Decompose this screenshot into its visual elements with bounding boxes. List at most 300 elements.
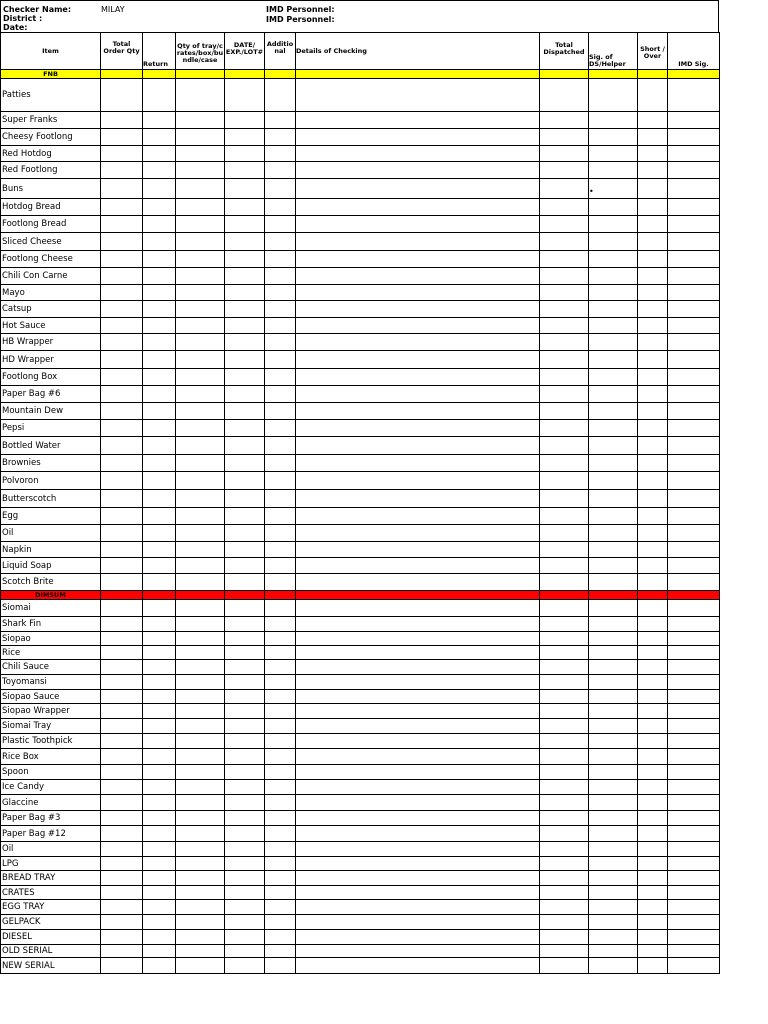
- entry-cell[interactable]: [265, 455, 296, 472]
- entry-cell[interactable]: [668, 795, 720, 811]
- entry-cell[interactable]: [143, 690, 176, 704]
- entry-cell[interactable]: [540, 455, 589, 472]
- entry-cell[interactable]: [638, 826, 668, 842]
- entry-cell[interactable]: [589, 632, 638, 646]
- entry-cell[interactable]: [540, 351, 589, 369]
- entry-cell[interactable]: [265, 542, 296, 558]
- entry-cell[interactable]: [540, 558, 589, 574]
- entry-cell[interactable]: [101, 472, 143, 490]
- entry-cell[interactable]: [225, 216, 265, 233]
- entry-cell[interactable]: [101, 780, 143, 795]
- entry-cell[interactable]: [668, 930, 720, 945]
- entry-cell[interactable]: [101, 574, 143, 591]
- entry-cell[interactable]: [296, 704, 540, 719]
- entry-cell[interactable]: [143, 945, 176, 958]
- entry-cell[interactable]: [101, 734, 143, 749]
- entry-cell[interactable]: [589, 617, 638, 632]
- entry-cell[interactable]: [225, 472, 265, 490]
- entry-cell[interactable]: [176, 811, 225, 826]
- entry-cell[interactable]: [589, 749, 638, 765]
- entry-cell[interactable]: [101, 285, 143, 301]
- entry-cell[interactable]: [668, 129, 720, 146]
- entry-cell[interactable]: [589, 129, 638, 146]
- entry-cell[interactable]: [176, 199, 225, 216]
- entry-cell[interactable]: [668, 734, 720, 749]
- entry-cell[interactable]: [589, 690, 638, 704]
- entry-cell[interactable]: [668, 437, 720, 455]
- entry-cell[interactable]: [265, 915, 296, 930]
- entry-cell[interactable]: [668, 646, 720, 660]
- entry-cell[interactable]: [176, 646, 225, 660]
- entry-cell[interactable]: [668, 472, 720, 490]
- entry-cell[interactable]: [143, 958, 176, 974]
- entry-cell[interactable]: [101, 811, 143, 826]
- entry-cell[interactable]: [101, 525, 143, 542]
- entry-cell[interactable]: [225, 334, 265, 351]
- entry-cell[interactable]: [225, 871, 265, 886]
- entry-cell[interactable]: [668, 749, 720, 765]
- entry-cell[interactable]: [143, 129, 176, 146]
- entry-cell[interactable]: [668, 285, 720, 301]
- entry-cell[interactable]: [296, 826, 540, 842]
- entry-cell[interactable]: [296, 162, 540, 179]
- entry-cell[interactable]: [265, 179, 296, 199]
- entry-cell[interactable]: [265, 632, 296, 646]
- entry-cell[interactable]: [638, 915, 668, 930]
- entry-cell[interactable]: [143, 930, 176, 945]
- entry-cell[interactable]: [668, 600, 720, 617]
- entry-cell[interactable]: [143, 795, 176, 811]
- entry-cell[interactable]: [265, 146, 296, 162]
- entry-cell[interactable]: [668, 780, 720, 795]
- entry-cell[interactable]: [143, 420, 176, 437]
- entry-cell[interactable]: [540, 660, 589, 675]
- entry-cell[interactable]: [225, 886, 265, 900]
- entry-cell[interactable]: [296, 472, 540, 490]
- entry-cell[interactable]: [296, 945, 540, 958]
- entry-cell[interactable]: [638, 216, 668, 233]
- entry-cell[interactable]: [143, 704, 176, 719]
- entry-cell[interactable]: [589, 646, 638, 660]
- entry-cell[interactable]: [668, 403, 720, 420]
- entry-cell[interactable]: [668, 915, 720, 930]
- entry-cell[interactable]: [296, 842, 540, 857]
- entry-cell[interactable]: [265, 780, 296, 795]
- entry-cell[interactable]: [101, 871, 143, 886]
- entry-cell[interactable]: [638, 233, 668, 251]
- entry-cell[interactable]: [638, 301, 668, 318]
- entry-cell[interactable]: [143, 871, 176, 886]
- entry-cell[interactable]: [296, 930, 540, 945]
- entry-cell[interactable]: [540, 216, 589, 233]
- entry-cell[interactable]: [296, 749, 540, 765]
- entry-cell[interactable]: [540, 437, 589, 455]
- entry-cell[interactable]: [540, 268, 589, 285]
- entry-cell[interactable]: [225, 719, 265, 734]
- entry-cell[interactable]: [589, 351, 638, 369]
- entry-cell[interactable]: [638, 351, 668, 369]
- entry-cell[interactable]: [589, 162, 638, 179]
- entry-cell[interactable]: [540, 617, 589, 632]
- entry-cell[interactable]: [225, 675, 265, 690]
- entry-cell[interactable]: [176, 369, 225, 386]
- entry-cell[interactable]: [101, 251, 143, 268]
- entry-cell[interactable]: [225, 826, 265, 842]
- entry-cell[interactable]: [668, 900, 720, 915]
- entry-cell[interactable]: [638, 508, 668, 525]
- entry-cell[interactable]: [143, 542, 176, 558]
- entry-cell[interactable]: [540, 490, 589, 508]
- entry-cell[interactable]: [265, 351, 296, 369]
- entry-cell[interactable]: [296, 386, 540, 403]
- entry-cell[interactable]: [176, 795, 225, 811]
- entry-cell[interactable]: [265, 646, 296, 660]
- entry-cell[interactable]: [101, 886, 143, 900]
- entry-cell[interactable]: [143, 842, 176, 857]
- entry-cell[interactable]: [296, 525, 540, 542]
- entry-cell[interactable]: [668, 719, 720, 734]
- entry-cell[interactable]: [176, 334, 225, 351]
- entry-cell[interactable]: [225, 958, 265, 974]
- entry-cell[interactable]: [143, 900, 176, 915]
- entry-cell[interactable]: [176, 285, 225, 301]
- entry-cell[interactable]: [589, 811, 638, 826]
- entry-cell[interactable]: [540, 765, 589, 780]
- entry-cell[interactable]: [638, 490, 668, 508]
- entry-cell[interactable]: [589, 334, 638, 351]
- entry-cell[interactable]: [638, 285, 668, 301]
- entry-cell[interactable]: [296, 690, 540, 704]
- entry-cell[interactable]: [540, 403, 589, 420]
- entry-cell[interactable]: [638, 734, 668, 749]
- entry-cell[interactable]: [296, 179, 540, 199]
- entry-cell[interactable]: [265, 268, 296, 285]
- entry-cell[interactable]: [540, 251, 589, 268]
- entry-cell[interactable]: [296, 129, 540, 146]
- entry-cell[interactable]: [225, 749, 265, 765]
- entry-cell[interactable]: [176, 351, 225, 369]
- entry-cell[interactable]: [225, 199, 265, 216]
- entry-cell[interactable]: [143, 162, 176, 179]
- entry-cell[interactable]: [143, 490, 176, 508]
- entry-cell[interactable]: [265, 871, 296, 886]
- entry-cell[interactable]: [225, 542, 265, 558]
- entry-cell[interactable]: [296, 660, 540, 675]
- entry-cell[interactable]: [668, 826, 720, 842]
- entry-cell[interactable]: [176, 162, 225, 179]
- entry-cell[interactable]: [143, 216, 176, 233]
- entry-cell[interactable]: [143, 574, 176, 591]
- entry-cell[interactable]: [176, 826, 225, 842]
- entry-cell[interactable]: [101, 719, 143, 734]
- entry-cell[interactable]: [638, 842, 668, 857]
- entry-cell[interactable]: [540, 826, 589, 842]
- entry-cell[interactable]: [589, 842, 638, 857]
- entry-cell[interactable]: [589, 525, 638, 542]
- entry-cell[interactable]: [265, 251, 296, 268]
- entry-cell[interactable]: [143, 675, 176, 690]
- entry-cell[interactable]: [589, 795, 638, 811]
- entry-cell[interactable]: [668, 574, 720, 591]
- entry-cell[interactable]: [265, 79, 296, 112]
- entry-cell[interactable]: [668, 233, 720, 251]
- entry-cell[interactable]: [101, 403, 143, 420]
- entry-cell[interactable]: [101, 162, 143, 179]
- entry-cell[interactable]: [101, 420, 143, 437]
- entry-cell[interactable]: [143, 749, 176, 765]
- entry-cell[interactable]: [101, 632, 143, 646]
- entry-cell[interactable]: [540, 233, 589, 251]
- entry-cell[interactable]: [143, 318, 176, 334]
- entry-cell[interactable]: [296, 146, 540, 162]
- entry-cell[interactable]: [265, 199, 296, 216]
- entry-cell[interactable]: [638, 675, 668, 690]
- entry-cell[interactable]: [668, 420, 720, 437]
- entry-cell[interactable]: [638, 525, 668, 542]
- entry-cell[interactable]: [638, 646, 668, 660]
- entry-cell[interactable]: [143, 857, 176, 871]
- entry-cell[interactable]: [225, 146, 265, 162]
- entry-cell[interactable]: [540, 930, 589, 945]
- entry-cell[interactable]: [176, 632, 225, 646]
- entry-cell[interactable]: [296, 574, 540, 591]
- entry-cell[interactable]: [176, 930, 225, 945]
- entry-cell[interactable]: [176, 525, 225, 542]
- entry-cell[interactable]: [296, 420, 540, 437]
- entry-cell[interactable]: [225, 490, 265, 508]
- entry-cell[interactable]: [176, 318, 225, 334]
- entry-cell[interactable]: [296, 871, 540, 886]
- entry-cell[interactable]: [296, 508, 540, 525]
- entry-cell[interactable]: [225, 915, 265, 930]
- entry-cell[interactable]: [638, 871, 668, 886]
- entry-cell[interactable]: [589, 558, 638, 574]
- entry-cell[interactable]: [589, 734, 638, 749]
- entry-cell[interactable]: [668, 704, 720, 719]
- entry-cell[interactable]: [638, 420, 668, 437]
- entry-cell[interactable]: [143, 646, 176, 660]
- entry-cell[interactable]: [540, 146, 589, 162]
- entry-cell[interactable]: [101, 958, 143, 974]
- entry-cell[interactable]: [668, 334, 720, 351]
- entry-cell[interactable]: [540, 318, 589, 334]
- entry-cell[interactable]: [296, 542, 540, 558]
- entry-cell[interactable]: [176, 301, 225, 318]
- entry-cell[interactable]: [296, 646, 540, 660]
- entry-cell[interactable]: [668, 660, 720, 675]
- entry-cell[interactable]: [638, 930, 668, 945]
- entry-cell[interactable]: [638, 765, 668, 780]
- entry-cell[interactable]: [176, 574, 225, 591]
- entry-cell[interactable]: [225, 403, 265, 420]
- entry-cell[interactable]: [176, 734, 225, 749]
- entry-cell[interactable]: [265, 403, 296, 420]
- entry-cell[interactable]: [265, 734, 296, 749]
- entry-cell[interactable]: [638, 542, 668, 558]
- entry-cell[interactable]: [668, 179, 720, 199]
- entry-cell[interactable]: [589, 146, 638, 162]
- entry-cell[interactable]: [143, 617, 176, 632]
- entry-cell[interactable]: [589, 719, 638, 734]
- entry-cell[interactable]: [143, 472, 176, 490]
- entry-cell[interactable]: [540, 179, 589, 199]
- entry-cell[interactable]: [638, 690, 668, 704]
- entry-cell[interactable]: [540, 871, 589, 886]
- entry-cell[interactable]: [589, 945, 638, 958]
- entry-cell[interactable]: [589, 930, 638, 945]
- entry-cell[interactable]: [176, 958, 225, 974]
- entry-cell[interactable]: [265, 472, 296, 490]
- entry-cell[interactable]: [265, 112, 296, 129]
- entry-cell[interactable]: [589, 216, 638, 233]
- entry-cell[interactable]: [225, 162, 265, 179]
- entry-cell[interactable]: [176, 886, 225, 900]
- entry-cell[interactable]: [638, 251, 668, 268]
- entry-cell[interactable]: [265, 660, 296, 675]
- entry-cell[interactable]: [668, 632, 720, 646]
- entry-cell[interactable]: [296, 301, 540, 318]
- entry-cell[interactable]: [265, 574, 296, 591]
- entry-cell[interactable]: [101, 826, 143, 842]
- entry-cell[interactable]: [265, 811, 296, 826]
- entry-cell[interactable]: [668, 268, 720, 285]
- entry-cell[interactable]: [225, 600, 265, 617]
- entry-cell[interactable]: [589, 542, 638, 558]
- entry-cell[interactable]: [143, 508, 176, 525]
- entry-cell[interactable]: [638, 386, 668, 403]
- entry-cell[interactable]: [589, 420, 638, 437]
- entry-cell[interactable]: [265, 233, 296, 251]
- entry-cell[interactable]: [176, 386, 225, 403]
- entry-cell[interactable]: [638, 857, 668, 871]
- entry-cell[interactable]: [668, 455, 720, 472]
- entry-cell[interactable]: [540, 675, 589, 690]
- entry-cell[interactable]: [265, 675, 296, 690]
- entry-cell[interactable]: [540, 780, 589, 795]
- entry-cell[interactable]: [589, 508, 638, 525]
- entry-cell[interactable]: [176, 146, 225, 162]
- entry-cell[interactable]: [589, 958, 638, 974]
- entry-cell[interactable]: [225, 632, 265, 646]
- entry-cell[interactable]: [540, 199, 589, 216]
- entry-cell[interactable]: [638, 600, 668, 617]
- entry-cell[interactable]: [225, 765, 265, 780]
- entry-cell[interactable]: [225, 508, 265, 525]
- entry-cell[interactable]: [638, 719, 668, 734]
- entry-cell[interactable]: [638, 811, 668, 826]
- entry-cell[interactable]: [668, 945, 720, 958]
- entry-cell[interactable]: [176, 675, 225, 690]
- entry-cell[interactable]: [101, 915, 143, 930]
- entry-cell[interactable]: [101, 437, 143, 455]
- entry-cell[interactable]: [176, 490, 225, 508]
- entry-cell[interactable]: [540, 900, 589, 915]
- entry-cell[interactable]: [101, 216, 143, 233]
- entry-cell[interactable]: [143, 369, 176, 386]
- entry-cell[interactable]: [296, 675, 540, 690]
- entry-cell[interactable]: [589, 490, 638, 508]
- entry-cell[interactable]: [101, 542, 143, 558]
- entry-cell[interactable]: [225, 525, 265, 542]
- entry-cell[interactable]: [668, 690, 720, 704]
- entry-cell[interactable]: [540, 734, 589, 749]
- entry-cell[interactable]: [176, 216, 225, 233]
- entry-cell[interactable]: [296, 351, 540, 369]
- entry-cell[interactable]: [265, 719, 296, 734]
- entry-cell[interactable]: [176, 915, 225, 930]
- entry-cell[interactable]: [638, 900, 668, 915]
- entry-cell[interactable]: [540, 795, 589, 811]
- entry-cell[interactable]: [668, 386, 720, 403]
- entry-cell[interactable]: [589, 233, 638, 251]
- entry-cell[interactable]: [589, 704, 638, 719]
- entry-cell[interactable]: [540, 690, 589, 704]
- entry-cell[interactable]: [540, 857, 589, 871]
- entry-cell[interactable]: [225, 285, 265, 301]
- entry-cell[interactable]: [265, 795, 296, 811]
- entry-cell[interactable]: [143, 112, 176, 129]
- entry-cell[interactable]: [668, 162, 720, 179]
- entry-cell[interactable]: [668, 146, 720, 162]
- entry-cell[interactable]: [638, 574, 668, 591]
- entry-cell[interactable]: [638, 112, 668, 129]
- entry-cell[interactable]: [101, 675, 143, 690]
- entry-cell[interactable]: [143, 285, 176, 301]
- entry-cell[interactable]: [540, 472, 589, 490]
- entry-cell[interactable]: [225, 811, 265, 826]
- entry-cell[interactable]: [540, 334, 589, 351]
- entry-cell[interactable]: [638, 369, 668, 386]
- entry-cell[interactable]: [589, 660, 638, 675]
- entry-cell[interactable]: [668, 301, 720, 318]
- entry-cell[interactable]: [225, 842, 265, 857]
- entry-cell[interactable]: [265, 420, 296, 437]
- entry-cell[interactable]: [296, 600, 540, 617]
- entry-cell[interactable]: [143, 386, 176, 403]
- entry-cell[interactable]: [265, 301, 296, 318]
- entry-cell[interactable]: [589, 285, 638, 301]
- entry-cell[interactable]: [176, 617, 225, 632]
- entry-cell[interactable]: [143, 251, 176, 268]
- entry-cell[interactable]: [668, 811, 720, 826]
- entry-cell[interactable]: [265, 765, 296, 780]
- entry-cell[interactable]: [296, 795, 540, 811]
- entry-cell[interactable]: [143, 600, 176, 617]
- entry-cell[interactable]: [176, 600, 225, 617]
- entry-cell[interactable]: [265, 334, 296, 351]
- entry-cell[interactable]: [296, 403, 540, 420]
- entry-cell[interactable]: [143, 632, 176, 646]
- entry-cell[interactable]: [101, 749, 143, 765]
- entry-cell[interactable]: [668, 842, 720, 857]
- entry-cell[interactable]: [638, 886, 668, 900]
- entry-cell[interactable]: [176, 508, 225, 525]
- entry-cell[interactable]: [540, 749, 589, 765]
- entry-cell[interactable]: [668, 857, 720, 871]
- entry-cell[interactable]: [265, 617, 296, 632]
- entry-cell[interactable]: [265, 369, 296, 386]
- entry-cell[interactable]: [638, 958, 668, 974]
- entry-cell[interactable]: [101, 558, 143, 574]
- entry-cell[interactable]: [589, 179, 638, 199]
- entry-cell[interactable]: [176, 765, 225, 780]
- entry-cell[interactable]: [540, 958, 589, 974]
- entry-cell[interactable]: [101, 646, 143, 660]
- entry-cell[interactable]: [265, 490, 296, 508]
- entry-cell[interactable]: [638, 129, 668, 146]
- entry-cell[interactable]: [589, 765, 638, 780]
- entry-cell[interactable]: [668, 886, 720, 900]
